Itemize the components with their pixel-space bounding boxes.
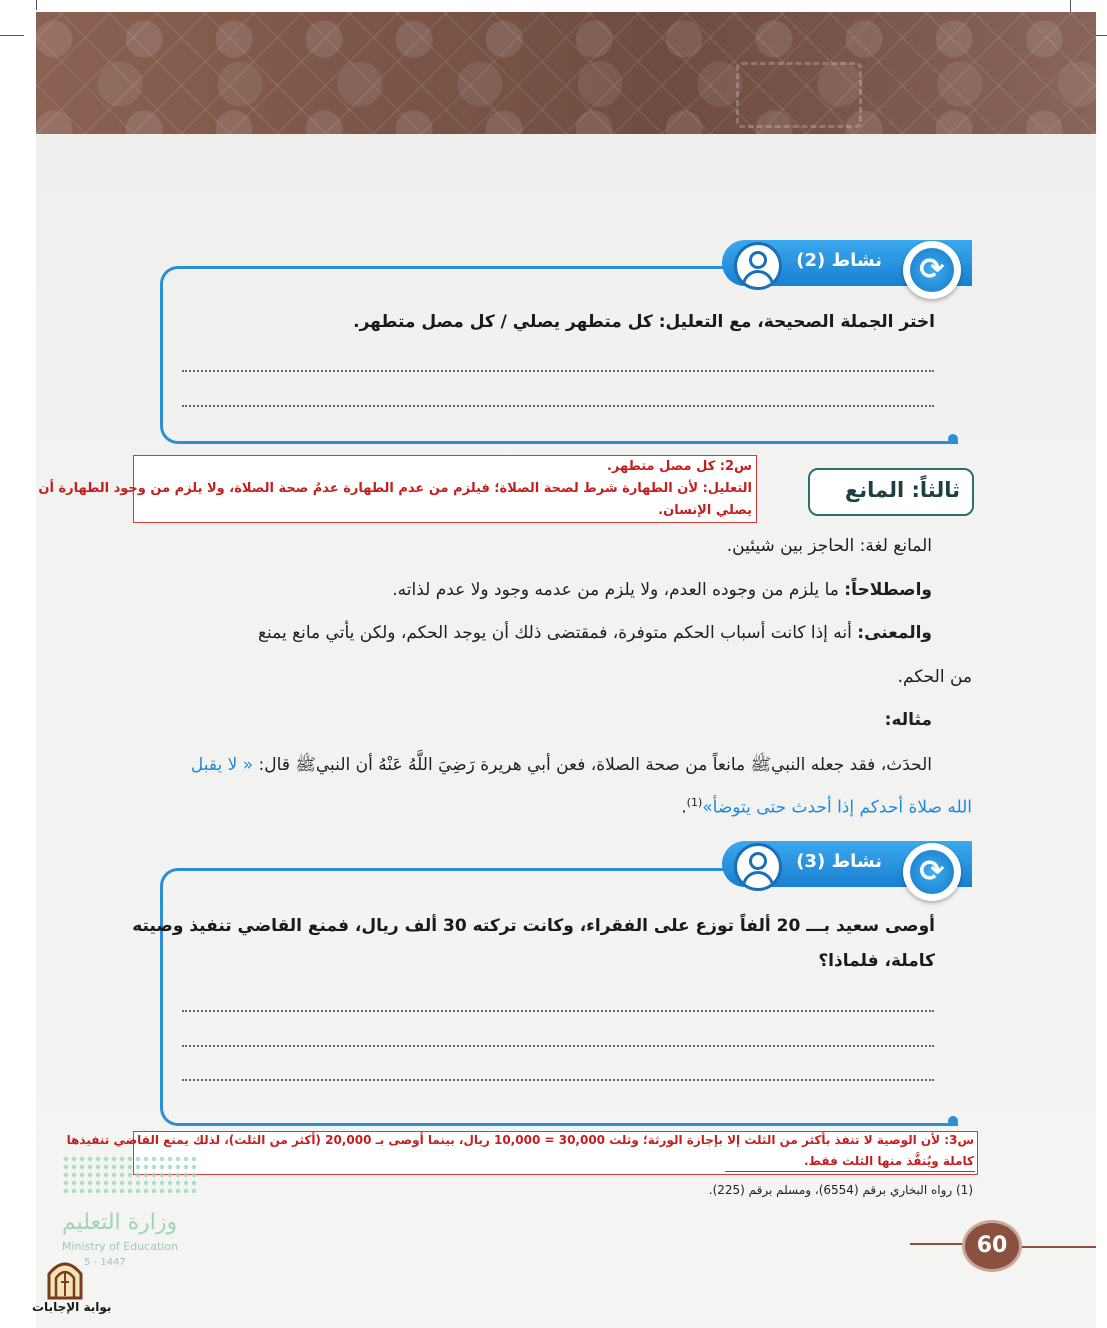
answer-3-line: س3: لأن الوصية لا تنفذ بأكثر من الثلث إلا بإجازة الورثة؛ وثلث 30,000 = 10,000 ريال، بينما أوصى بـ 20,000 (أكثر من الثلث)، لذلك يمنع القاضي تنفيذها bbox=[66, 1133, 974, 1147]
answer-line[interactable] bbox=[182, 1079, 934, 1081]
crop-mark bbox=[36, 0, 37, 10]
footnote-divider bbox=[725, 1171, 975, 1172]
term-label: واصطلاحاً: bbox=[844, 580, 932, 600]
section-title-frame bbox=[808, 468, 974, 516]
answer-2-box bbox=[38, 455, 757, 523]
section-title: ثالثاً: المانع bbox=[844, 478, 960, 502]
ministry-name-en: Ministry of Education bbox=[62, 1240, 179, 1253]
ministry-logo-dots bbox=[62, 1155, 196, 1197]
answer-3-line: كاملة ويُنفَّذ منها الثلث فقط. bbox=[803, 1154, 974, 1168]
answer-2-line: س2: كل مصل متطهر. bbox=[606, 459, 752, 474]
term-text: ما يلزم من وجوده العدم، ولا يلزم من عدمه وجود ولا عدم لذاته. bbox=[392, 580, 845, 600]
body-line: من الحكم. bbox=[897, 667, 972, 687]
activity-3-question: كاملة، فلماذا؟ bbox=[818, 951, 935, 971]
activity-2-label: نشاط (2) bbox=[796, 250, 882, 271]
user-avatar-icon bbox=[734, 843, 782, 891]
ministry-name-ar: وزارة التعليم bbox=[62, 1210, 178, 1235]
answer-line[interactable] bbox=[182, 1010, 934, 1012]
activity-2-question: اختر الجملة الصحيحة، مع التعليل: كل متطهر يصلي / كل مصل متطهر. bbox=[353, 312, 935, 332]
box-end-dot bbox=[948, 434, 958, 444]
banner-watermark bbox=[736, 62, 862, 128]
body-line bbox=[191, 754, 932, 779]
activity-3-box bbox=[160, 868, 958, 1126]
ministry-year: 5 - 1447 bbox=[84, 1257, 126, 1268]
site-logo-icon[interactable] bbox=[45, 1256, 85, 1300]
footnote: (1) رواه البخاري برقم (6554)، ومسلم برقم (225). bbox=[708, 1183, 973, 1197]
hadith-quote: الله صلاة أحدكم إذا أحدث حتى يتوضأ» bbox=[702, 797, 972, 818]
page-number: 60 bbox=[962, 1220, 1022, 1272]
answer-line[interactable] bbox=[182, 370, 934, 372]
activity-2-box bbox=[160, 266, 958, 444]
punctuation: . bbox=[681, 797, 687, 818]
refresh-icon: ⟳ bbox=[903, 843, 961, 901]
term-text: أنه إذا كانت أسباب الحكم متوفرة، فمقتضى ذلك أن يوجد الحكم، ولكن يأتي مانع يمنع bbox=[257, 623, 858, 643]
crop-mark bbox=[0, 35, 24, 36]
site-logo-text[interactable]: بوابة الإجابات bbox=[32, 1300, 112, 1314]
answer-2-line: التعليل: لأن الطهارة شرط لصحة الصلاة؛ فيلزم من عدم الطهارة عدمُ صحة الصلاة، ولا يلزم من وجود الطهارة أن bbox=[38, 481, 752, 496]
page-number-rule bbox=[910, 1243, 970, 1245]
answer-line[interactable] bbox=[182, 405, 934, 407]
box-end-dot bbox=[948, 1116, 958, 1126]
header-banner bbox=[36, 12, 1096, 134]
body-line bbox=[258, 623, 932, 643]
body-line bbox=[681, 796, 972, 818]
page-number-rule bbox=[1014, 1246, 1096, 1248]
activity-3-question: أوصى سعيد بـــ 20 ألفاً توزع على الفقراء، وكانت تركته 30 ألف ريال، فمنع القاضي تنفيذ وصيته bbox=[132, 916, 935, 936]
answer-2-line: يصلي الإنسان. bbox=[658, 503, 752, 518]
hadith-quote: « لا يقبل bbox=[190, 755, 254, 775]
body-line: المانع لغة: الحاجز بين شيئين. bbox=[726, 536, 932, 556]
body-line bbox=[392, 580, 932, 600]
hadith-intro: الحدَث، فقد جعله النبيﷺ مانعاً من صحة الصلاة، فعن أبي هريرة رَضِيَ اللَّهُ عَنْهُ أن النبيﷺ قال: bbox=[253, 755, 932, 775]
example-label: مثاله: bbox=[884, 710, 932, 730]
user-avatar-icon bbox=[734, 242, 782, 290]
answer-3-box bbox=[66, 1131, 978, 1175]
activity-3-label: نشاط (3) bbox=[796, 851, 882, 872]
refresh-icon: ⟳ bbox=[903, 241, 961, 299]
answer-line[interactable] bbox=[182, 1045, 934, 1047]
term-label: والمعنى: bbox=[857, 623, 932, 643]
footnote-ref[interactable]: (1) bbox=[686, 796, 703, 809]
